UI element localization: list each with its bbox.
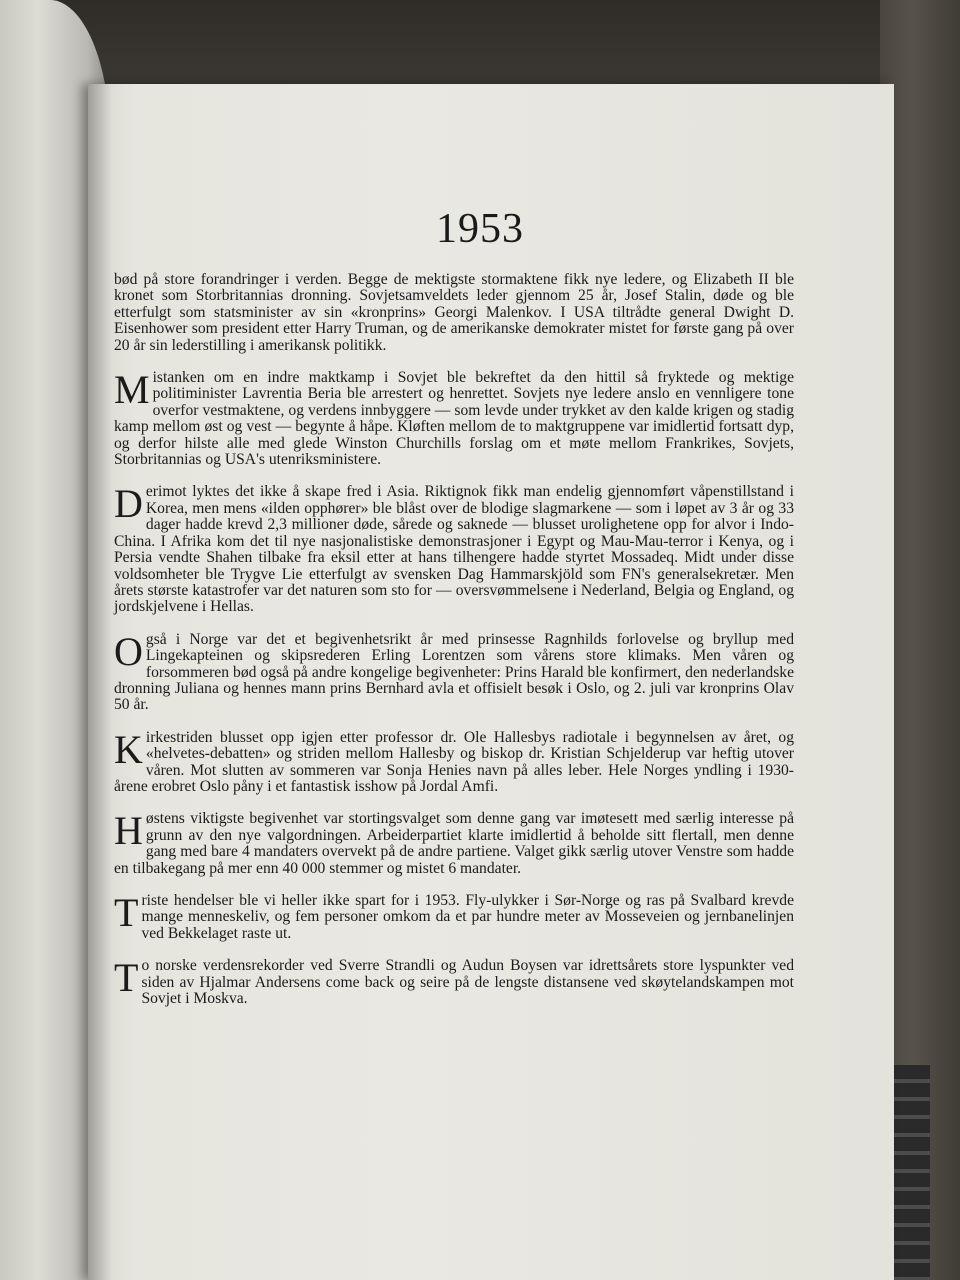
paragraph-text: irkestriden blusset opp igjen etter professor dr. Ole Hallesbys radiotale i begynnelsen av året, og «helvetes-debatten» og striden mellom Hallesby og biskop dr. Kristian Schjelderup var heftig utover våren. Mot slutten av sommeren var Sonja Henies navn på alles leber. Hele Norges yndling i 1930-årene erobret Oslo påny i et fantastisk isshow på Jordal Amfi. [114,728,794,795]
article-body [114,272,794,1023]
drop-cap: H [114,808,143,854]
page-gutter-shadow [88,84,112,1280]
paragraph-asia [114,481,794,616]
drop-cap: T [114,890,139,935]
paragraph-sports [114,955,794,1008]
paragraph-text: gså i Norge var det et begivenhetsrikt år med prinsesse Ragnhilds forlovelse og bryllup med Lingekapteinen og skipsrederen Erling Lorentzen som vårens store klimaks. Men våren og forsommeren bød også på andre kongelige begivenheter: Prins Harald ble konfirmert, den nederlandske dronning Juliana og hennes mann prins Bernhard avla et offisielt besøk i Oslo, og 2. juli var kronprins Olav 50 år. [114,630,794,714]
paragraph-election [114,808,794,877]
paragraph-beria [114,367,794,469]
drop-cap: O [114,628,143,674]
page-title: 1953 [436,206,524,252]
drop-cap: K [114,726,143,772]
paragraph-text: istanken om en indre maktkamp i Sovjet ble bekreftet da den hittil så fryktede og mektige politiminister Lavrentia Beria ble arrestert og henrettet. Sovjets nye ledere anslo en vennligere tone overfor vestmaktene, og verdens innbyggere — som levde under trykket av den kalde krigen og stadig kamp mellom øst og vest — begynte å håpe. Kløften mellom de to maktgruppene var imidlertid fortsatt dyp, og derfor hilste alle med glede Winston Churchills forslag om et møte mellom Frankrikes, Sovjets, Storbritannias og USA's utenriksministere. [114,369,794,469]
table-surface-top [0,0,960,90]
drop-cap: D [114,481,143,527]
paragraph-intro [114,272,794,354]
paragraph-text: o norske verdensrekorder ved Sverre Strandli og Audun Boysen var idrettsårets store lyspunkter ved siden av Hjalmar Andersens come back og seire på de lengste distansene ved skøytelandskampen mot Sovjet i Moskva. [141,957,794,1008]
paragraph-church [114,726,794,796]
paragraph-text: bød på store forandringer i verden. Begge de mektigste stormaktene fikk nye ledere, og Elizabeth II ble kronet som Storbritannias dronning. Sovjetsamveldets leder gjennom 25 år, Josef Stalin, døde og ble etterfulgt som statsminister av sin «kronprins» Georgi Malenkov. I USA tiltrådte general Dwight D. Eisenhower som president etter Harry Truman, og de amerikanske demokrater mistet for første gang på over 20 år sin lederstilling i amerikansk politikk. [114,271,794,354]
drop-cap: T [114,955,139,1001]
paragraph-text: riste hendelser ble vi heller ikke spart for i 1953. Fly-ulykker i Sør-Norge og ras på Svalbard krevde mange menneskeliv, og fem personer omkom da et par hundre meter av Mosseveien og jernbanelinjen ved Bekkelaget raste ut. [141,892,794,942]
paragraph-norway-royals [114,628,794,714]
book-stack-edge [894,1065,930,1280]
paragraph-text: østens viktigste begivenhet var stortingsvalget som denne gang var imøtesett med særlig interesse på grunn av den nye valgordningen. Arbeiderpartiet klarte imidlertid å beholde sitt flertall, men denne gang med bare 4 mandaters overvekt på de andre partiene. Valget gikk særlig utover Venstre som hadde en tilbakegang på mer enn 40 000 stemmer og mistet 6 mandater. [114,810,794,877]
paragraph-accidents [114,890,794,942]
paragraph-text: erimot lyktes det ikke å skape fred i Asia. Riktignok fikk man endelig gjennomført våpenstillstand i Korea, men mens «ilden opphører» ble blåst over de blodige slagmarkene — som i løpet av 3 år og 33 dager hadde krevd 2,3 millioner døde, sårede og saknede — blusset urolighetene opp for alvor i Indo-China. I Afrika kom det til nye nasjonalistiske demonstrasjoner i Egypt og Mau-Mau-terror i Kenya, og i Persia vendte Shahen tilbake fra eksil etter at hans tilhengere hadde styrtet Mossadeq. Midt under disse voldsomheter ble Trygve Lie etterfulgt av svensken Dag Hammarskjöld som FN's generalsekretær. Men årets største katastrofer var det naturen som sto for — oversvømmelsene i Nederland, Belgia og England, og jordskjelvene i Hellas. [114,483,794,616]
drop-cap: M [114,367,150,413]
